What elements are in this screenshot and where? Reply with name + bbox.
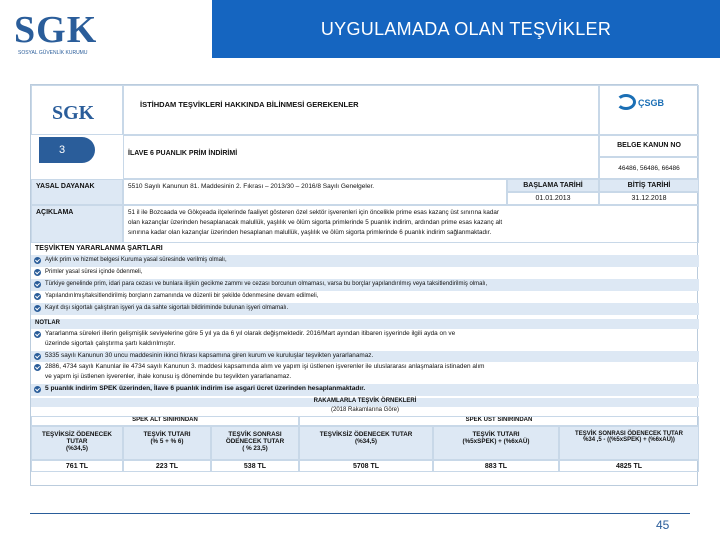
example-column-header [211, 426, 299, 460]
not-item: 5 puanlık indirim SPEK üzerinden, İlave 6 puanlık indirim ise asgari ücret üzerinden hesaplanmaktadır. [45, 385, 366, 392]
sgk-logo-subtitle: SOSYAL GÜVENLİK KURUMU [18, 50, 88, 56]
sgk-logo [6, 4, 124, 58]
not-item: üzerinde sigortalı çalıştırma şartı kaldırılmıştır. [45, 340, 176, 347]
aciklama-text [123, 205, 699, 243]
check-icon [34, 269, 41, 276]
notlar-title: NOTLAR [31, 319, 699, 329]
example-column-header [31, 426, 123, 460]
csgb-label: ÇSGB [638, 98, 665, 108]
sart-item: Yapılandırılmış/taksitlendirilmiş borçların zamanında ve düzenli bir şekilde ödenmesine devam edilmeli, [45, 293, 319, 299]
yasal-dayanak-label: YASAL DAYANAK [31, 179, 123, 205]
example-head: TEŞVİK TUTARI [472, 431, 520, 438]
example-value: 883 TL [433, 460, 559, 472]
incentive-number-badge: 3 [39, 137, 95, 163]
example-value: 5708 TL [299, 460, 433, 472]
example-formula: (%34,5) [65, 445, 89, 452]
aciklama-line: sınırına kadar olan kazançlar üzerinden hesaplanan malullük, yaşlılık ve ölüm sigorta primlerinde 6 puanlık indirim sağlanmaktadır. [128, 229, 492, 236]
csgb-logo [599, 85, 699, 135]
footer-divider [30, 513, 690, 514]
slide-title: UYGULAMADA OLAN TEŞVİKLER [212, 0, 720, 58]
sart-item: Aylık prim ve hizmet belgesi Kuruma yasal süresinde verilmiş olmalı, [45, 257, 227, 263]
belge-kanun-label: BELGE KANUN NO [599, 135, 699, 157]
check-icon [34, 353, 41, 360]
page-number: 45 [656, 518, 670, 532]
example-formula: ( % 23,5) [242, 445, 268, 452]
example-formula: (%5xSPEK) + (%6xAÜ) [462, 438, 530, 445]
incentive-title: İLAVE 6 PUANLIK PRİM İNDİRİMİ [123, 135, 599, 179]
example-head: TEŞVİKSİZ ÖDENECEK TUTAR [319, 431, 413, 438]
bitis-label: BİTİŞ TARİHİ [599, 179, 699, 192]
check-icon [34, 293, 41, 300]
bitis-value: 31.12.2018 [599, 192, 699, 205]
example-head: TEŞVİKSİZ ÖDENECEK TUTAR [42, 431, 112, 445]
spek-ust-label: SPEK ÜST SINIRINDAN [299, 416, 699, 426]
example-value: 761 TL [31, 460, 123, 472]
document-image [30, 84, 698, 486]
example-head: TEŞVİK TUTARI [143, 431, 191, 438]
example-formula: %34 ,5 - ((%5xSPEK) + (%6xAÜ)) [583, 437, 675, 443]
aciklama-line: olan kazançlar üzerinden hesaplanacak malullük, yaşlılık ve ölüm sigorta primlerinde 5 puanlık indirim, ardından prime esas kazanç alt [128, 219, 503, 226]
check-icon [34, 281, 41, 288]
example-value: 4825 TL [559, 460, 699, 472]
spek-alt-label: SPEK ALT SINIRINDAN [31, 416, 299, 426]
baslama-value: 01.01.2013 [507, 192, 599, 205]
example-column-header [299, 426, 433, 460]
baslama-label: BAŞLAMA TARİHİ [507, 179, 599, 192]
check-icon [34, 257, 41, 264]
example-formula: (%34,5) [354, 438, 378, 445]
aciklama-line: 51 il ile Bozcaada ve Gökçeada ilçelerinde faaliyet gösteren özel sektör işverenleri için öncelikle prime esas kazanç üst sınırına kadar [128, 209, 500, 216]
ornekler-title: RAKAMLARLA TEŞVİK ÖRNEKLERİ [31, 398, 699, 407]
csgb-icon [616, 94, 636, 110]
check-icon [34, 331, 41, 338]
ornekler-subtitle: (2018 Rakamlarına Göre) [330, 407, 400, 413]
example-column-header [123, 426, 211, 460]
not-item: 5335 sayılı Kanunun 30 uncu maddesinin ikinci fıkrası kapsamına giren kurum ve kuruluşlar teşvikten yararlanamaz. [45, 352, 374, 359]
not-item: 2886, 4734 sayılı Kanunlar ile 4734 sayılı Kanunun 3. maddesi kapsamında alım ve yapım işi üstlenen işverenler ile uluslararası anlaşmalara istinaden alım [45, 363, 485, 370]
not-item: Yararlanma süreleri illerin gelişmişlik seviyelerine göre 5 yıl ya da 6 yıl olarak değişmektedir. 2016/Mart ayından itibaren işyerinde ilgili ayda on ve [45, 330, 456, 337]
not-item: ve yapım işi üstlenen işverenler, ihale konusu iş döneminde bu teşvikten yararlanamaz. [45, 373, 292, 380]
sgk-logo-letters: SGK [14, 9, 98, 51]
sart-item: Primler yasal süresi içinde ödenmeli, [45, 269, 143, 275]
sartlar-title: TEŞVİKTEN YARARLANMA ŞARTLARI [35, 245, 163, 252]
check-icon [34, 305, 41, 312]
doc-sgk-logo-text: SGK [52, 102, 95, 124]
example-column-header [559, 426, 699, 460]
sart-item: Kayıt dışı sigortalı çalıştıran işyeri ya da sahte sigortalı bildiriminde bulunan işyeri olmamalı. [45, 305, 289, 311]
example-head: TEŞVİK SONRASI ÖDENECEK TUTAR [225, 431, 285, 445]
check-icon [34, 386, 41, 393]
example-value: 538 TL [211, 460, 299, 472]
example-column-header [433, 426, 559, 460]
yasal-dayanak-text: 5510 Sayılı Kanunun 81. Maddesinin 2. Fıkrası – 2013/30 – 2016/8 Sayılı Genelgeler. [123, 179, 507, 205]
doc-sgk-logo [31, 85, 123, 135]
example-head: TEŞVİK SONRASI ÖDENECEK TUTAR [575, 431, 683, 437]
example-value: 223 TL [123, 460, 211, 472]
sart-item: Türkiye genelinde prim, idari para cezası ve bunlara ilişkin gecikme zammı ve cezası borcunun olmaması, varsa bu borçlar yapılandırılmış veya taksitlendirilmiş olmalı, [45, 281, 488, 287]
belge-kanun-value: 46486, 56486, 66486 [599, 157, 699, 179]
aciklama-label: AÇIKLAMA [31, 205, 123, 243]
example-formula: (% 5 + % 6) [150, 438, 184, 445]
check-icon [34, 364, 41, 371]
doc-header-title: İSTİHDAM TEŞVİKLERİ HAKKINDA BİLİNMESİ GEREKENLER [123, 85, 599, 135]
